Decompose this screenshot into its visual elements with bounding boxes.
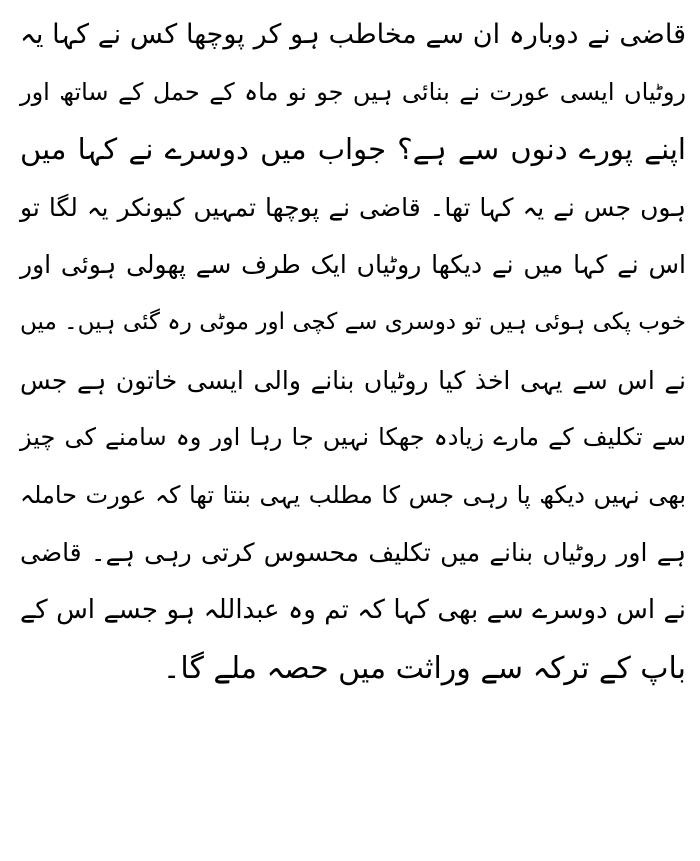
text-line-last: باپ کے ترکہ سے وراثت میں حصہ ملے گا۔ [162, 650, 686, 686]
text-line: ہوں جس نے یہ کہا تھا۔ قاضی نے پوچھا تمہیں کیونکر یہ لگا تو [20, 192, 686, 222]
urdu-text-paragraph [20, 6, 686, 697]
text-line: اپنے پورے دنوں سے ہے؟ جواب میں دوسرے نے کہا میں [20, 132, 686, 167]
text-line: خوب پکی ہوئی ہیں تو دوسری سے کچی اور موٹی رہ گئی ہیں۔ میں [20, 308, 686, 335]
text-line: سے تکلیف کے مارے زیادہ جھکا نہیں جا رہا اور وہ سامنے کی چیز [20, 423, 686, 452]
text-line: نے اس دوسرے سے بھی کہا کہ تم وہ عبداللہ ہو جسے اس کے [20, 594, 686, 625]
text-line: روٹیاں ایسی عورت نے بنائی ہیں جو نو ماہ کے حمل کے ساتھ اور [20, 77, 686, 106]
text-line: نے اس سے یہی اخذ کیا روٹیاں بنانے والی ایسی خاتون ہے جس [20, 365, 686, 395]
text-line: بھی نہیں دیکھ پا رہی جس کا مطلب یہی بنتا تھا کہ عورت حاملہ [20, 480, 686, 509]
text-line: قاضی نے دوبارہ ان سے مخاطب ہو کر پوچھا کس نے کہا یہ [20, 19, 686, 50]
text-line: اس نے کہا میں نے دیکھا روٹیاں ایک طرف سے پھولی ہوئی اور [20, 250, 686, 280]
text-line: ہے اور روٹیاں بنانے میں تکلیف محسوس کرتی رہی ہے۔ قاضی [20, 538, 686, 568]
